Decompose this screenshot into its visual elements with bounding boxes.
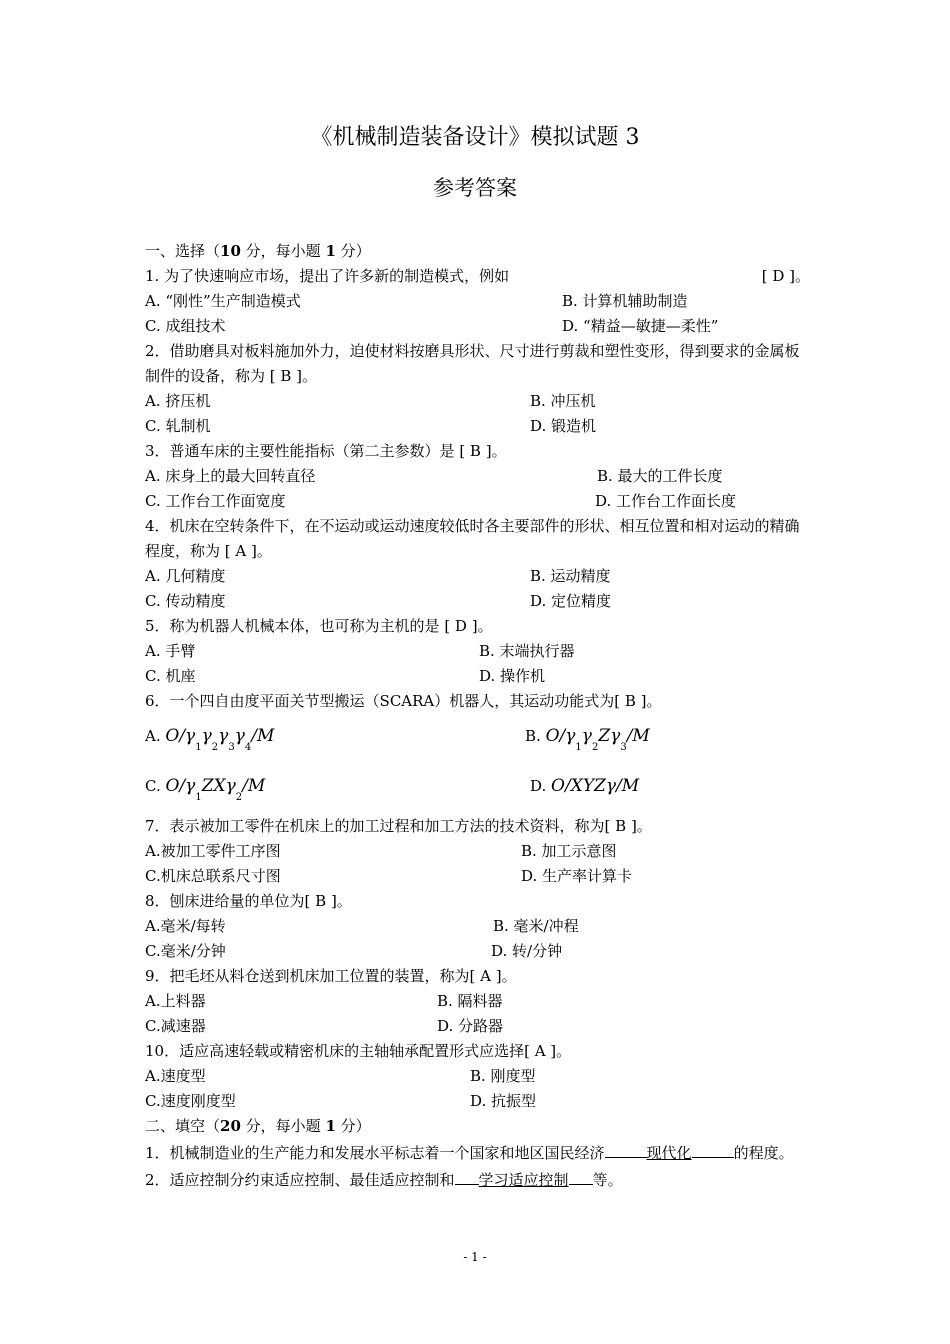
formula-d: O/XYZγ/M bbox=[551, 776, 640, 796]
options-row bbox=[145, 864, 810, 889]
option-b: B. 冲压机 bbox=[530, 392, 596, 410]
options-row bbox=[145, 1064, 810, 1089]
option-c: C. 工作台工作面宽度 bbox=[145, 492, 286, 510]
option-a: A. 挤压机 bbox=[145, 392, 211, 410]
option-d: D. 操作机 bbox=[479, 667, 546, 685]
option-c: C. 传动精度 bbox=[145, 592, 226, 610]
option-d: D. 锻造机 bbox=[530, 417, 597, 435]
question-stem: 3．普通车床的主要性能指标（第二主参数）是 [ B ]。 bbox=[145, 442, 507, 460]
question-body bbox=[145, 239, 810, 1191]
options-row bbox=[145, 314, 810, 339]
fill-answer: 现代化 bbox=[646, 1144, 692, 1162]
option-a: A.上料器 bbox=[145, 992, 206, 1010]
option-a: A.速度型 bbox=[145, 1067, 206, 1085]
question-stem: 2．借助磨具对板料施加外力，迫使材料按磨具形状、尺寸进行剪裁和塑性变形，得到要求的金属板制件的设备，称为 [ B ]。 bbox=[145, 342, 800, 385]
option-b: B. 刚度型 bbox=[470, 1067, 536, 1085]
option-b: B. 末端执行器 bbox=[479, 642, 575, 660]
answer-bracket: [ D ]。 bbox=[761, 267, 810, 285]
option-a: A. “刚性”生产制造模式 bbox=[145, 292, 301, 310]
section-heading-fill: 二、填空（20 分，每小题 1 分） bbox=[145, 1117, 371, 1135]
section-heading-choice: 一、选择（10 分，每小题 1 分） bbox=[145, 242, 371, 260]
page-subtitle: 参考答案 bbox=[433, 176, 517, 200]
option-d: D. 转/分钟 bbox=[491, 942, 563, 960]
option-a: A. 床身上的最大回转直径 bbox=[145, 467, 316, 485]
page-title: 《机械制造装备设计》模拟试题 3 bbox=[310, 125, 640, 150]
option-b: B. 加工示意图 bbox=[521, 842, 617, 860]
option-d: D. 分路器 bbox=[437, 1017, 504, 1035]
formula-c: $O/\gamma_1ZX\gamma_2/M$ bbox=[165, 776, 266, 803]
option-b: B. 运动精度 bbox=[530, 567, 611, 585]
option-a: A.毫米/每转 bbox=[145, 917, 226, 935]
options-row bbox=[145, 564, 810, 589]
option-b: B. 最大的工件长度 bbox=[597, 467, 723, 485]
options-row bbox=[145, 414, 810, 439]
option-a: A. 几何精度 bbox=[145, 567, 226, 585]
option-d: D. 抗振型 bbox=[470, 1092, 537, 1110]
options-row bbox=[145, 389, 810, 414]
fill-question: 1．机械制造业的生产能力和发展水平标志着一个国家和地区国民经济 现代化 的程度。 bbox=[145, 1139, 810, 1166]
options-row bbox=[145, 489, 810, 514]
question-stem: 6．一个四自由度平面关节型搬运（SCARA）机器人，其运动功能式为[ B ]。 bbox=[145, 692, 662, 710]
options-row bbox=[145, 664, 810, 689]
option-c: C. 成组技术 bbox=[145, 317, 226, 335]
option-d: D. 定位精度 bbox=[530, 592, 612, 610]
question-stem: 1. 为了快速响应市场，提出了许多新的制造模式，例如 [ D ]。 bbox=[145, 264, 810, 289]
options-row bbox=[145, 639, 810, 664]
question-stem: 4．机床在空转条件下，在不运动或运动速度较低时各主要部件的形状、相互位置和相对运动的精确程度，称为 [ A ]。 bbox=[145, 517, 800, 560]
question-stem: 8．刨床进给量的单位为[ B ]。 bbox=[145, 892, 352, 910]
options-row bbox=[145, 589, 810, 614]
options-row bbox=[145, 914, 810, 939]
option-b: B. $O/\gamma_1\gamma_2Z\gamma_3/M$ bbox=[525, 726, 650, 753]
option-d: D. O/XYZγ/M bbox=[530, 776, 640, 796]
options-row bbox=[145, 289, 810, 314]
fill-question: 2．适应控制分约束适应控制、最佳适应控制和 学习适应控制 等。 bbox=[145, 1166, 810, 1191]
option-c: C.毫米/分钟 bbox=[145, 942, 226, 960]
options-row bbox=[145, 839, 810, 864]
formula-a: $O/\gamma_1\gamma_2\gamma_3\gamma_4/M$ bbox=[165, 726, 275, 753]
option-d: D. 工作台工作面长度 bbox=[595, 492, 737, 510]
option-a: A. $O/\gamma_1\gamma_2\gamma_3\gamma_4/M$ bbox=[145, 726, 275, 753]
option-d: D. 生产率计算卡 bbox=[521, 867, 633, 885]
option-c: C.机床总联系尺寸图 bbox=[145, 867, 281, 885]
question-stem: 9．把毛坯从料仓送到机床加工位置的装置，称为[ A ]。 bbox=[145, 967, 517, 985]
option-b: B. 毫米/冲程 bbox=[493, 917, 579, 935]
option-c: C.减速器 bbox=[145, 1017, 206, 1035]
option-c: C. 机座 bbox=[145, 667, 196, 685]
fill-answer: 学习适应控制 bbox=[478, 1171, 569, 1189]
option-c: C. $O/\gamma_1ZX\gamma_2/M$ bbox=[145, 776, 266, 803]
page-number: - 1 - bbox=[463, 1250, 487, 1264]
option-b: B. 隔料器 bbox=[437, 992, 503, 1010]
formula-b: $O/\gamma_1\gamma_2Z\gamma_3/M$ bbox=[545, 726, 650, 753]
formula-row bbox=[145, 714, 810, 764]
option-a: A. 手臂 bbox=[145, 642, 196, 660]
question-stem: 7．表示被加工零件在机床上的加工过程和加工方法的技术资料，称为[ B ]。 bbox=[145, 817, 652, 835]
options-row bbox=[145, 464, 810, 489]
question-stem: 10．适应高速轻载或精密机床的主轴轴承配置形式应选择[ A ]。 bbox=[145, 1042, 572, 1060]
option-c: C. 轧制机 bbox=[145, 417, 211, 435]
option-d: D. “精益—敏捷—柔性” bbox=[562, 317, 719, 335]
option-b: B. 计算机辅助制造 bbox=[562, 292, 688, 310]
option-c: C.速度刚度型 bbox=[145, 1092, 236, 1110]
options-row bbox=[145, 989, 810, 1014]
question-stem: 5．称为机器人机械本体，也可称为主机的是 [ D ]。 bbox=[145, 617, 493, 635]
options-row bbox=[145, 939, 810, 964]
formula-row bbox=[145, 764, 810, 814]
option-a: A.被加工零件工序图 bbox=[145, 842, 281, 860]
options-row bbox=[145, 1089, 810, 1114]
options-row bbox=[145, 1014, 810, 1039]
